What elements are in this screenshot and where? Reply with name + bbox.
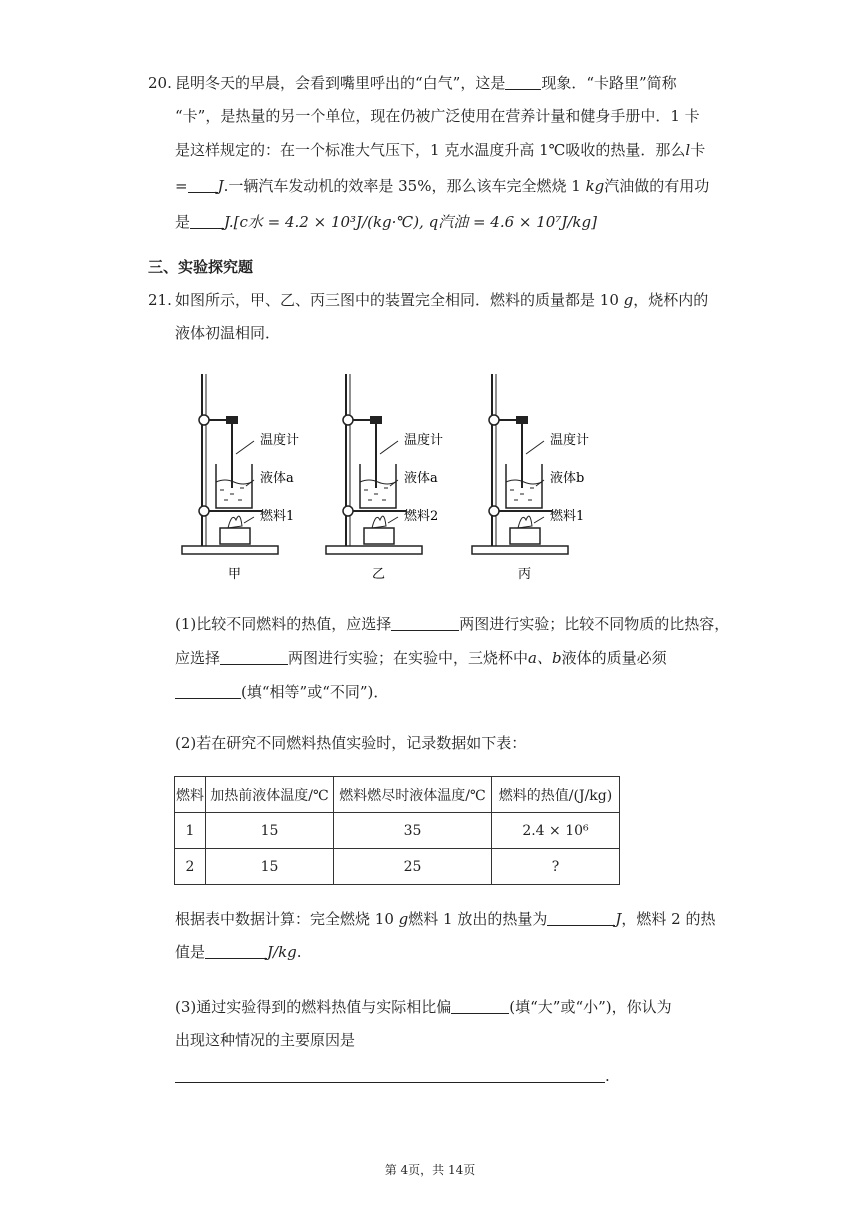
label-liquid: 液体a: [260, 471, 294, 486]
leader-line: [526, 441, 544, 454]
apparatus-yi: [326, 374, 443, 582]
q21-number: 21.: [148, 291, 172, 309]
calc-text-e: .: [296, 943, 302, 961]
part1-text-a: (1)比较不同燃料的热值，应选择: [175, 615, 392, 633]
part1-text-d: 两图进行实验；在实验中，三烧杯中: [288, 649, 529, 667]
table-header: 燃料燃尽时液体温度/℃: [334, 777, 492, 813]
section-heading: 三、实验探究题: [148, 258, 254, 276]
part1-var-ab: a、b: [528, 649, 562, 667]
q20-line4-kg: kg: [585, 177, 605, 195]
part2-calc-line1: [175, 909, 715, 929]
q20-number: 20.: [148, 74, 172, 92]
part3-line2: 出现这种情况的主要原因是: [175, 1031, 356, 1049]
label-fuel: 燃料1: [260, 509, 295, 524]
label-liquid: 液体a: [404, 471, 438, 486]
q21-line1-tail: ，烧杯内的: [633, 291, 709, 309]
answer-blank: [205, 942, 267, 959]
table-cell: 15: [206, 849, 334, 885]
q20-line4: [175, 176, 709, 196]
caption-bing: 丙: [518, 567, 532, 582]
table-header-row: [175, 777, 620, 813]
ring-knob: [199, 506, 209, 516]
answer-blank: [175, 1066, 605, 1083]
clamp-knob: [343, 415, 353, 425]
table-cell: 1: [175, 813, 206, 849]
burner: [364, 528, 394, 544]
q20-line3-text: 是这样规定的：在一个标准大气压下，1 克水温度升高 1℃吸收的热量．那么: [175, 141, 686, 159]
part2-intro: (2)若在研究不同燃料热值实验时，记录数据如下表：: [175, 734, 527, 752]
leader-line: [534, 517, 544, 523]
q20-line5-head: 是: [175, 213, 191, 231]
ring-knob: [489, 506, 499, 516]
calc-unit-j: J: [615, 910, 622, 928]
table-cell: 15: [206, 813, 334, 849]
data-table: [174, 776, 620, 885]
answer-blank: [220, 648, 288, 665]
part3-text-b: (填“大”或“小”)，你认为: [509, 998, 672, 1016]
q21-line2: 液体初温相同．: [175, 324, 281, 342]
calc-text-b: 燃料 1 放出的热量为: [408, 910, 548, 928]
calc-g: g: [398, 910, 409, 928]
part3-line1: [175, 997, 672, 1017]
q20-line3: [175, 140, 705, 160]
q21-line1-g: g: [623, 291, 634, 309]
clamp-knob: [199, 415, 209, 425]
part1-line3: [175, 682, 388, 702]
label-thermometer: 温度计: [550, 433, 590, 448]
calc-text-d: 值是: [175, 943, 206, 961]
page-footer: 第 4页，共 14页: [384, 1163, 476, 1177]
label-fuel: 燃料1: [550, 509, 585, 524]
table-cell: ?: [492, 849, 620, 885]
clamp: [516, 416, 528, 424]
q20-line5: [175, 212, 597, 232]
part1-line2: [175, 648, 667, 668]
liquid-hatch: [364, 488, 388, 500]
liquid-surface: [216, 480, 252, 484]
table-cell: 2: [175, 849, 206, 885]
calc-text-c: ，燃料 2 的热: [621, 910, 716, 928]
leader-line: [244, 517, 254, 523]
answer-blank: [190, 212, 224, 229]
table-header: 燃料: [175, 777, 206, 813]
q20-line3-tail: 卡: [690, 141, 706, 159]
part1-text-c: 应选择: [175, 649, 221, 667]
label-liquid: 液体b: [550, 471, 585, 486]
flame: [518, 516, 532, 528]
calc-text-a: 根据表中数据计算：完全燃烧 10: [175, 910, 394, 928]
table-row: [175, 849, 620, 885]
base-plate: [472, 546, 568, 554]
label-thermometer: 温度计: [260, 433, 300, 448]
part1-text-b: 两图进行实验；比较不同物质的比热容，: [459, 615, 730, 633]
clamp-knob: [489, 415, 499, 425]
leader-line: [388, 517, 398, 523]
part1-line1: [175, 614, 729, 634]
calc-unit-jkg: J/kg: [267, 943, 297, 961]
answer-blank: [451, 997, 509, 1014]
base-plate: [326, 546, 422, 554]
part1-text-f: (填“相等”或“不同”)．: [241, 683, 389, 701]
leader-line: [380, 441, 398, 454]
label-thermometer: 温度计: [404, 433, 444, 448]
answer-blank: [188, 176, 218, 193]
ring-knob: [343, 506, 353, 516]
q20-line3-var: l: [685, 141, 691, 159]
leader-line: [390, 480, 398, 486]
part2-calc-line2: [175, 942, 302, 962]
q20-line1: [175, 73, 677, 93]
q20-line4-unit: J: [217, 177, 224, 195]
liquid-hatch: [220, 488, 244, 500]
liquid-surface: [360, 480, 396, 484]
leader-line: [236, 441, 254, 454]
apparatus-bing: [472, 374, 589, 582]
q20-formula: J.[c水 = 4.2 × 10³J/(kg·℃), q汽油 = 4.6 × 10⁷J/kg]: [224, 213, 597, 231]
clamp: [226, 416, 238, 424]
flame: [228, 516, 242, 528]
table-cell: 35: [334, 813, 492, 849]
burner: [510, 528, 540, 544]
q20-line4-text: .一辆汽车发动机的效率是 35%，那么该车完全燃烧 1: [223, 177, 581, 195]
q20-line1-text: 昆明冬天的早晨，会看到嘴里呼出的“白气”，这是: [175, 74, 506, 92]
caption-yi: 乙: [372, 567, 386, 582]
experiment-figure: [180, 370, 620, 582]
q20-line4-end: 汽油做的有用功: [604, 177, 710, 195]
clamp: [370, 416, 382, 424]
liquid-hatch: [510, 488, 534, 500]
apparatus-jia: [182, 374, 299, 582]
q20-line2: “卡”，是热量的另一个单位，现在仍被广泛使用在营养计量和健身手册中．1 卡: [175, 107, 700, 125]
part3-text-a: (3)通过实验得到的燃料热值与实际相比偏: [175, 998, 452, 1016]
q20-line4-head: =: [175, 177, 188, 195]
leader-line: [246, 480, 254, 486]
answer-blank: [391, 614, 459, 631]
answer-blank: [505, 73, 541, 90]
liquid-surface: [506, 480, 542, 484]
leader-line: [536, 480, 544, 486]
table-row: [175, 813, 620, 849]
q21-line1-text: 如图所示，甲、乙、丙三图中的装置完全相同．燃料的质量都是 10: [175, 291, 619, 309]
answer-blank: [175, 682, 241, 699]
table-header: 加热前液体温度/℃: [206, 777, 334, 813]
q20-line1-tail: 现象．“卡路里”简称: [541, 74, 677, 92]
part1-text-e: 液体的质量必须: [561, 649, 667, 667]
base-plate: [182, 546, 278, 554]
caption-jia: 甲: [228, 567, 242, 582]
burner: [220, 528, 250, 544]
table-cell: 2.4 × 10⁶: [492, 813, 620, 849]
answer-blank: [547, 909, 615, 926]
q21-line1: [175, 290, 708, 310]
table-cell: 25: [334, 849, 492, 885]
part3-end: .: [605, 1067, 610, 1085]
label-fuel: 燃料2: [404, 509, 439, 524]
table-header: 燃料的热值/(J/kg): [492, 777, 620, 813]
part3-line3: [175, 1066, 610, 1086]
flame: [372, 516, 386, 528]
